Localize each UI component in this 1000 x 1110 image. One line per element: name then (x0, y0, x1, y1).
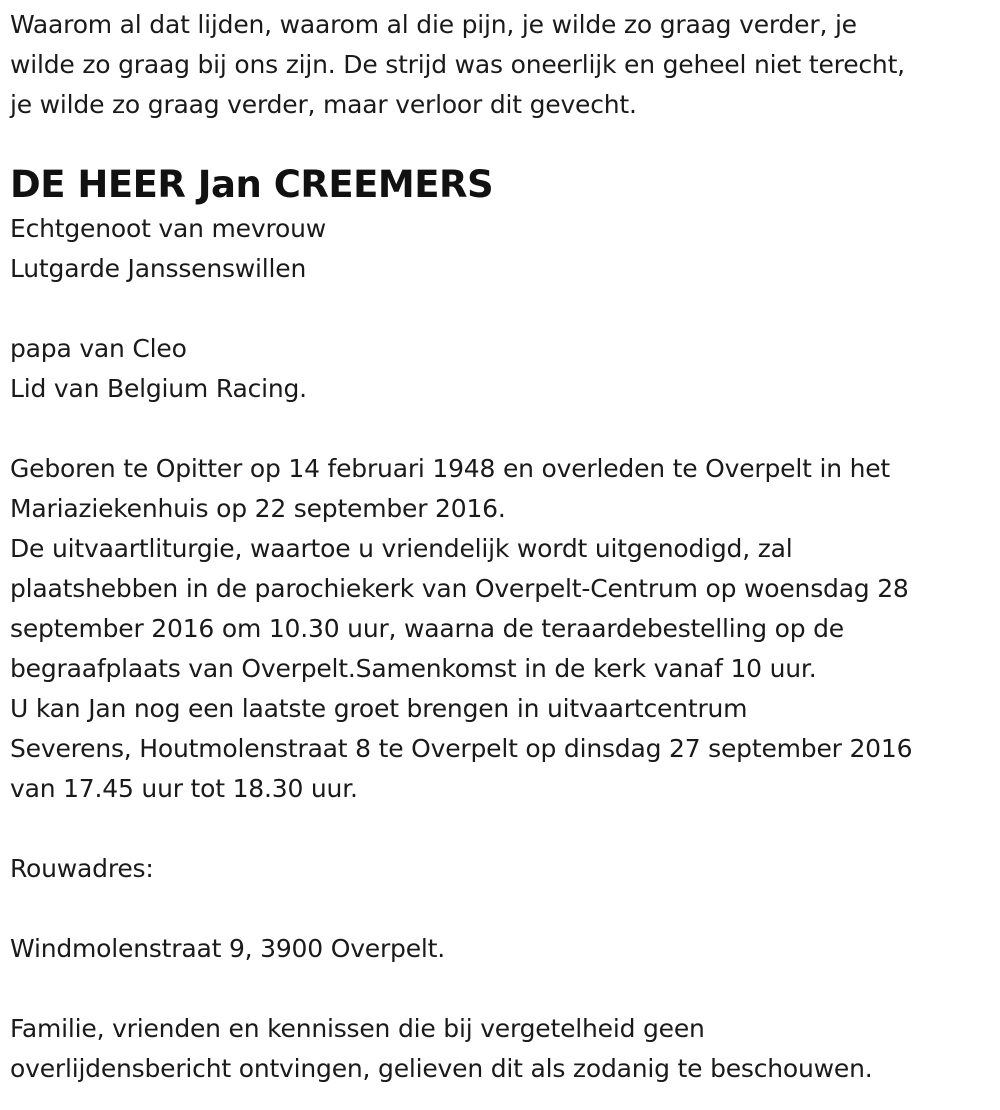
details-line: Mariaziekenhuis op 22 september 2016. (10, 494, 506, 523)
details-line: De uitvaartliturgie, waartoe u vriendelijk wordt uitgenodigd, zal (10, 534, 793, 563)
closing-line: Familie, vrienden en kennissen die bij vergetelheid geen (10, 1014, 705, 1043)
spouse-info (10, 209, 990, 289)
mourning-address: Windmolenstraat 9, 3900 Overpelt. (10, 934, 445, 963)
spouse-line: Lutgarde Janssenswillen (10, 254, 307, 283)
obituary-notice (10, 5, 990, 1089)
details-line: plaatshebben in de parochiekerk van Overpelt-Centrum op woensdag 28 (10, 574, 909, 603)
family-line: papa van Cleo (10, 334, 187, 363)
details-line: begraafplaats van Overpelt.Samenkomst in de kerk vanaf 10 uur. (10, 654, 817, 683)
details-line: september 2016 om 10.30 uur, waarna de teraardebestelling op de (10, 614, 844, 643)
family-info (10, 329, 990, 409)
details-line: van 17.45 uur tot 18.30 uur. (10, 774, 358, 803)
details-line: Geboren te Opitter op 14 februari 1948 en overleden te Overpelt in het (10, 454, 891, 483)
closing-line: overlijdensbericht ontvingen, gelieven dit als zodanig te beschouwen. (10, 1054, 873, 1083)
funeral-details (10, 449, 990, 809)
family-line: Lid van Belgium Racing. (10, 374, 307, 403)
details-line: U kan Jan nog een laatste groet brengen in uitvaartcentrum (10, 694, 748, 723)
spouse-line: Echtgenoot van mevrouw (10, 214, 326, 243)
poem (10, 5, 990, 125)
spacer (10, 969, 990, 1009)
spacer (10, 809, 990, 849)
mourning-address-label: Rouwadres: (10, 854, 154, 883)
spacer (10, 889, 990, 929)
poem-line: wilde zo graag bij ons zijn. De strijd was oneerlijk en geheel niet terecht, (10, 50, 905, 79)
spacer (10, 289, 990, 329)
deceased-name-title: DE HEER Jan CREEMERS (10, 163, 494, 206)
poem-line: je wilde zo graag verder, maar verloor dit gevecht. (10, 90, 637, 119)
closing-note (10, 1009, 990, 1089)
details-line: Severens, Houtmolenstraat 8 te Overpelt op dinsdag 27 september 2016 (10, 734, 913, 763)
spacer (10, 409, 990, 449)
poem-line: Waarom al dat lijden, waarom al die pijn, je wilde zo graag verder, je (10, 10, 857, 39)
